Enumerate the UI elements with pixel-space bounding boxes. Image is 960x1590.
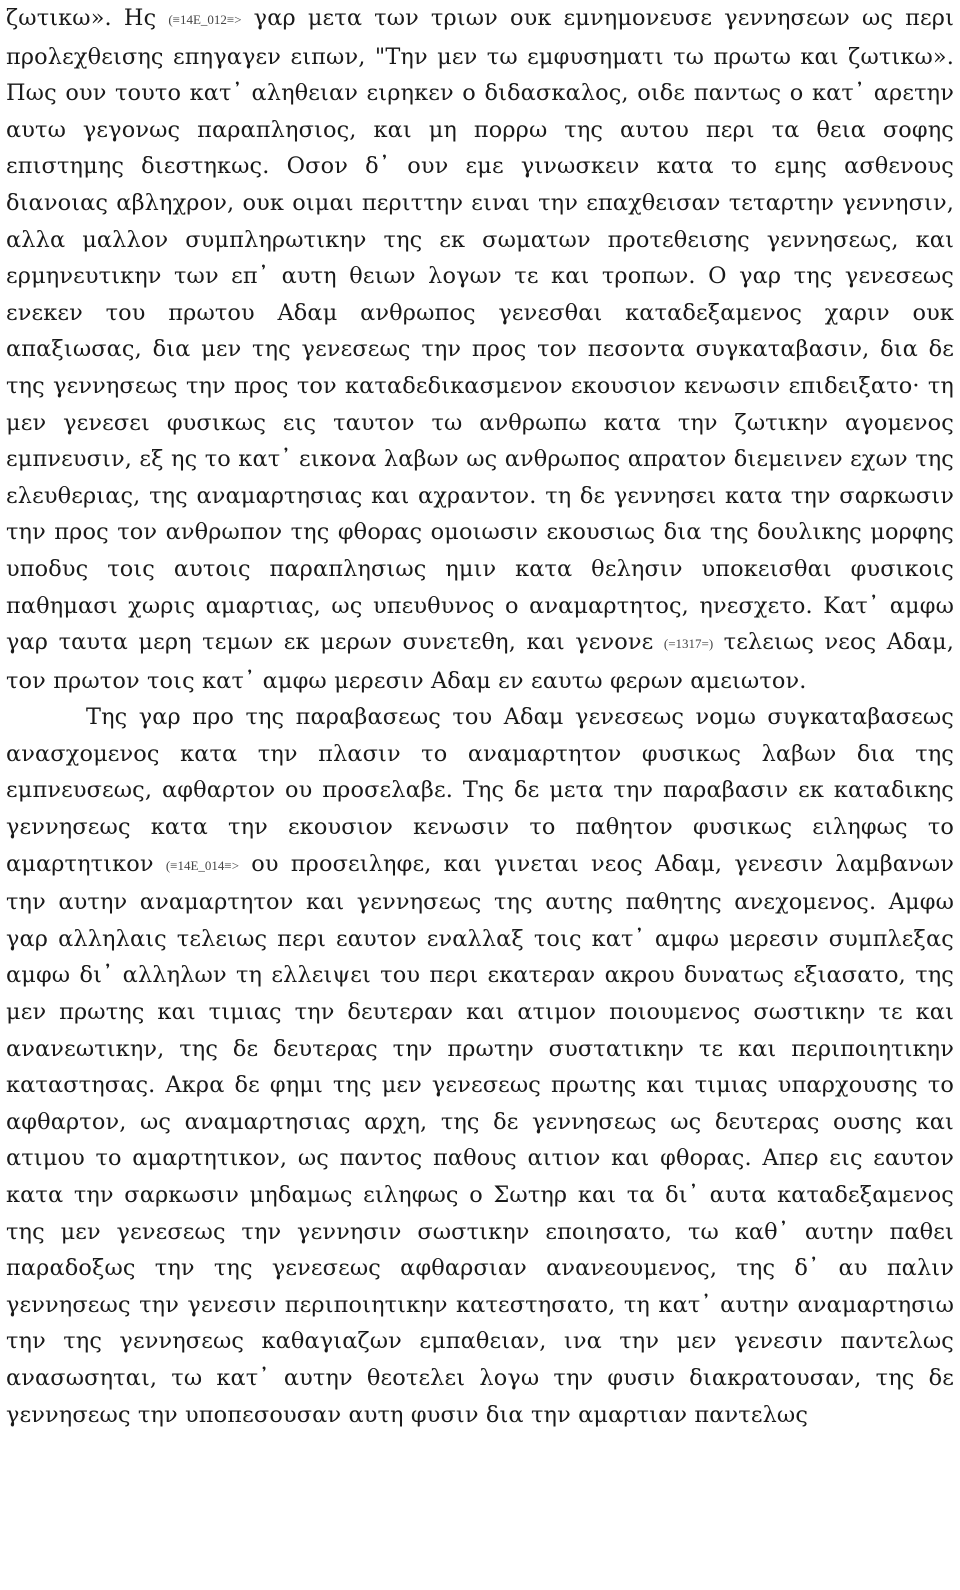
- paragraph: [6, 0, 954, 699]
- paragraph-text: γαρ μετα των τριων ουκ εμνημονευσε γεννησεων ως περι προλεχθεισης επηγαγεν ειπων, "Την μεν τω εμφυσηματι τω πρωτω και ζωτικω». Πως ουν τουτο κατ᾽ αληθειαν ειρηκεν ο διδασκαλος, οιδε παντως ο κατ᾽ αρετην αυτω γεγονως παραπλησιος, και μη πορρω της αυτου περι τα θεια σοφης επιστημης διεστηκως. Οσον δ᾽ ουν εμε γινωσκειν κατα το εμης ασθενους διανοιας αβληχρον, ουκ οιμαι περιττην ειναι την επαχθεισαν τεταρτην γεννησιν, αλλα μαλλον συμπληρωτικην της εκ σωματων προτεθεισης γεννησεως, και ερμηνευτικην των επ᾽ αυτη θειων λογων τε και τροπων. Ο γαρ της γενεσεως ενεκεν του πρωτου Αδαμ ανθρωπος γενεσθαι καταδεξαμενος χαριν ουκ απαξιωσας, δια μεν της γενεσεως την προς τον πεσοντα συγκαταβασιν, δια δε της γεννησεως την προς τον καταδεδικασμενον εκουσιον κενωσιν επιδειξατο· τη μεν γενεσει φυσικως εις ταυτον τω ανθρωπω κατα την ζωτικην αγομενος εμπνευσιν, εξ ης το κατ᾽ εικονα λαβων ως ανθρωπος απρατον διεμεινεν εχων της ελευθεριας, της αναμαρτησιας και αχραντον. τη δε γεννησει κατα την σαρκωσιν την προς τον ανθρωπον της φθορας ομοιωσιν εκουσιως δια της δουλικης μορφης υποδυς τοις αυτοις παραπλησιως ημιν κατα θελησιν υποκεισθαι φυσικοις παθημασι χωρις αμαρτιας, ως υπευθυνος ο αναμαρτητος, ηνεσχετο. Κατ᾽ αμφω γαρ ταυτα μερη τεμων εκ μερων συνετεθη, και γενονε: [6, 5, 954, 656]
- document-page: [6, 0, 954, 1433]
- page-reference-marker: (≡14E_014≡>: [165, 857, 240, 873]
- paragraph-text: τελειως νεος Αδαμ, τον πρωτον τοις κατ᾽ αμφω μερεσιν Αδαμ εν εαυτω φερων αμειωτον.: [6, 629, 954, 694]
- paragraph-text: ζωτικω». Ης: [6, 5, 169, 31]
- paragraph-text: Της γαρ προ της παραβασεως του Αδαμ γενεσεως νομω συγκαταβασεως ανασχομενος κατα την πλασιν το αναμαρτητον φυσικως λαβων δια της εμπνευσεως, αφθαρτον ου προσελαβε. Της δε μετα την παραβασιν εκ καταδικης γεννησεως κατα την εκουσιον κενωσιν το παθητον φυσικως ειληφως το αμαρτητικον: [6, 704, 954, 877]
- paragraph-text: ου προσειληφε, και γινεται νεος Αδαμ, γενεσιν λαμβανων την αυτην αναμαρτητον και γεννησεως της αυτης παθητης ανεχομενος. Αμφω γαρ αλληλαις τελειως περι εαυτον εναλλαξ τοις κατ᾽ αμφω μερεσιν συμπλεξας αμφω δι᾽ αλληλων τη ελλειψει του περι εκατεραν ακρου δυνατως εξιασατο, της μεν πρωτης και τιμιας την δευτεραν και ατιμον ποιουμενος σωστικην τε και ανανεωτικην, της δε δευτερας την πρωτην συστατικην τε και περιποιητικην καταστησας. Ακρα δε φημι της μεν γενεσεως πρωτης και τιμιας υπαρχουσης το αφθαρτον, ως αναμαρτησιας αρχη, της δε γεννησεως ως δευτερας ουσης και ατιμου το αμαρτητικον, ως παντος παθους αιτιον και φθορας. Απερ εις εαυτον κατα την σαρκωσιν μηδαμως ειληφως ο Σωτηρ και τα δι᾽ αυτα καταδεξαμενος της μεν γενεσεως την γεννησιν σωστικην εποιησατο, τω καθ᾽ αυτην παθει παραδοξως την της γενεσεως αφθαρσιαν ανανεουμενος, της δ᾽ αυ παλιν γεννησεως την γενεσιν περιποιητικην κατεστησατο, τη κατ᾽ αυτην αναμαρτησιω την της γεννησεως καθαγιαζων εμπαθειαν, ινα την μεν γενεσιν παντελως ανασωσηται, τω κατ᾽ αυτην θεοτελει λογω την φυσιν διακρατουσαν, της δε γεννησεως την υποπεσουσαν αυτη φυσιν δια την αμαρτιαν παντελως: [6, 850, 954, 1428]
- paragraph: [6, 699, 954, 1433]
- page-reference-marker: (≡14E_012≡>: [168, 12, 242, 27]
- page-reference-marker: (=1317=): [663, 636, 714, 652]
